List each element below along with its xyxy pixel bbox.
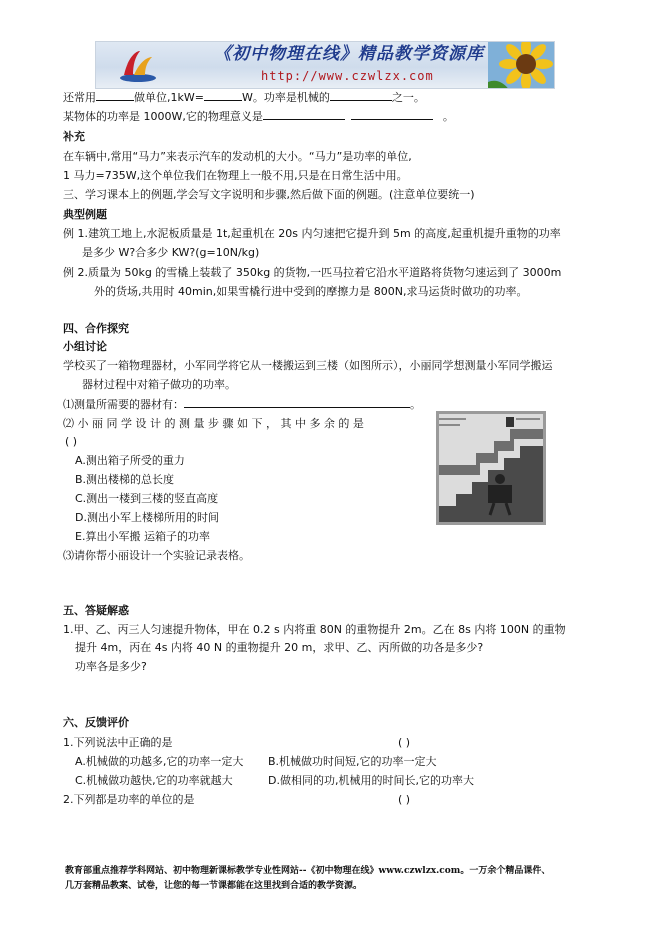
feedback-option-b: B.机械做功时间短,它的功率一定大 [268, 755, 437, 768]
supplement-heading: 补充 [63, 130, 85, 143]
feedback-option-d: D.做相同的功,机械用的时间长,它的功率大 [268, 774, 474, 787]
example-1-line-2: 是多少 W?合多少 KW?(g=10N/kg) [82, 246, 260, 259]
feedback-question-2: 2.下列都是功率的单位的是 [63, 793, 195, 806]
paragraph-line: 学校买了一箱物理器材，小军同学将它从一楼搬运到三楼（如图所示），小丽同学想测量小军同学搬运 [63, 359, 553, 372]
feedback-option-a: A.机械做的功越多,它的功率一定大 [75, 755, 244, 768]
section-4-heading: 四、合作探究 [63, 322, 129, 335]
option-c: C.测出一楼到三楼的竖直高度 [75, 492, 219, 505]
footer-line-1: 教育部重点推荐学科网站、初中物理新课标教学专业性网站--《初中物理在线》www.czwlzx.com。一万余个精品课件、 [65, 866, 551, 876]
answer-blank[interactable] [204, 88, 242, 101]
answer-parenthesis[interactable]: ( ) [65, 435, 78, 448]
answer-parenthesis[interactable]: ( ) [398, 736, 411, 749]
answer-question-line-1: 1.甲、乙、丙三人匀速提升物体，甲在 0.2 s 内将重 80N 的重物提升 2m。乙在 8s 内将 100N 的重物 [63, 623, 566, 636]
site-logo-icon [118, 47, 158, 83]
answer-blank[interactable] [351, 107, 433, 120]
answer-blank[interactable] [330, 88, 392, 101]
fill-blank-line-1: 还常用 做单位,1kW= W。功率是机械的 之一。 [63, 88, 425, 107]
banner-url[interactable]: http://www.czwlzx.com [261, 69, 434, 83]
answer-blank[interactable] [263, 107, 345, 120]
examples-heading: 典型例题 [63, 208, 107, 221]
feedback-question-1: 1.下列说法中正确的是 [63, 736, 173, 749]
paragraph-line: 在车辆中,常用“马力”来表示汽车的发动机的大小。“马力”是功率的单位, [63, 150, 412, 163]
fill-blank-line-2: 某物体的功率是 1000W,它的物理意义是 。 [63, 107, 454, 126]
paragraph-line: 器材过程中对箱子做功的功率。 [82, 378, 236, 391]
group-discussion-heading: 小组讨论 [63, 340, 107, 353]
example-2-line-2: 外的货场,共用时 40min,如果雪橇行进中受到的摩擦力是 800N,求马运货时做功的功率。 [94, 285, 528, 298]
option-d: D.测出小军上楼梯所用的时间 [75, 511, 219, 524]
example-2-line-1: 例 2.质量为 50kg 的雪橇上装载了 350kg 的货物,一匹马拉着它沿水平道路将货物匀速运到了 3000m [63, 266, 562, 279]
feedback-option-c: C.机械做功越快,它的功率就越大 [75, 774, 233, 787]
paragraph-line: 1 马力=735W,这个单位我们在物理上一般不用,只是在日常生活中用。 [63, 169, 408, 182]
sunflower-icon [488, 41, 555, 89]
question-3: ⑶请你帮小丽设计一个实验记录表格。 [63, 549, 250, 562]
answer-parenthesis[interactable]: ( ) [398, 793, 411, 806]
question-2: ⑵ 小 丽 同 学 设 计 的 测 量 步 骤 如 下 ， 其 中 多 余 的 是 [63, 417, 364, 430]
page-footer [65, 864, 605, 894]
answer-blank[interactable] [96, 88, 134, 101]
answer-question-line-3: 功率各是多少? [75, 660, 147, 673]
section-6-heading: 六、反馈评价 [63, 716, 129, 729]
answer-blank[interactable] [184, 395, 410, 408]
option-b: B.测出楼梯的总长度 [75, 473, 175, 486]
stairs-illustration [436, 411, 546, 525]
example-1-line-1: 例 1.建筑工地上,水泥板质量是 1t,起重机在 20s 内匀速把它提升到 5m 的高度,起重机提升重物的功率 [63, 227, 561, 240]
option-e: E.算出小军搬 运箱子的功率 [75, 530, 210, 543]
footer-line-2: 几万套精品教案、试卷，让您的每一节课都能在这里找到合适的教学资源。 [65, 881, 363, 891]
option-a: A.测出箱子所受的重力 [75, 454, 185, 467]
question-1: ⑴测量所需要的器材有： 。 [63, 395, 421, 414]
banner-title: 《初中物理在线》精品教学资源库 [214, 44, 484, 64]
paragraph-line: 三、学习课本上的例题,学会写文字说明和步骤,然后做下面的例题。(注意单位要统一) [63, 188, 475, 201]
answer-question-line-2: 提升 4m，丙在 4s 内将 40 N 的重物提升 20 m，求甲、乙、丙所做的功各是多少? [75, 641, 484, 654]
section-5-heading: 五、答疑解惑 [63, 604, 129, 617]
header-banner [95, 41, 555, 89]
